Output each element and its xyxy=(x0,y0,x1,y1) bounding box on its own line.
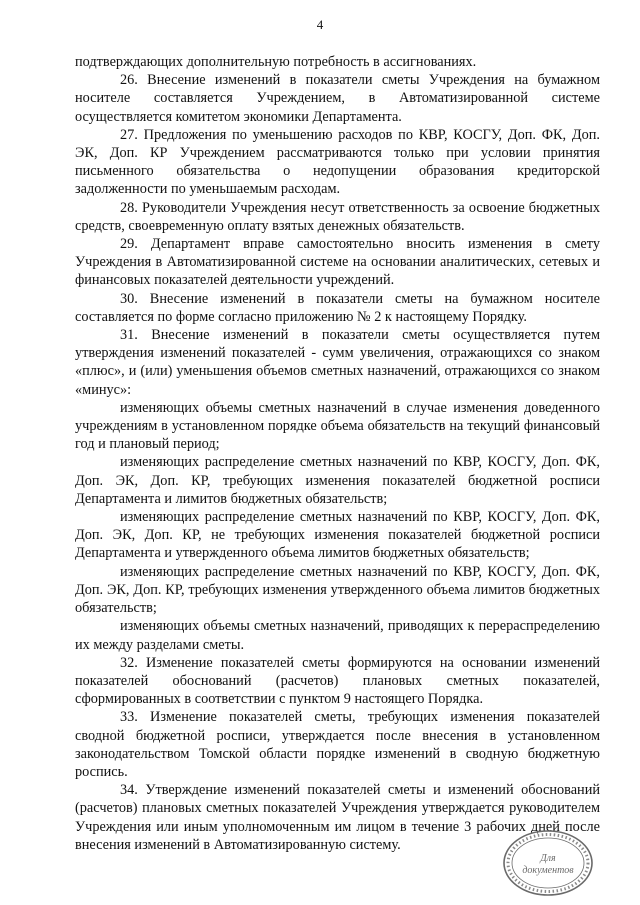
page-number: 4 xyxy=(316,17,324,32)
paragraph-33: 33. Изменение показателей сметы, требующих изменения показателей сводной бюджетной росписи, утверждается после внесения в установленном законодательством Томской области порядке изменений в сводную бюджетную роспись. xyxy=(75,709,600,780)
paragraph-30: 30. Внесение изменений в показатели сметы на бумажном носителе составляется по форме согласно приложению № 2 к настоящему Порядку. xyxy=(75,290,600,325)
seal-stamp xyxy=(500,827,596,899)
list-item-4: изменяющих распределение сметных назначений по КВР, КОСГУ, Доп. ФК, Доп. ЭК, Доп. КР, требующих изменения утвержденного объема лимитов бюджетных обязательств; xyxy=(75,563,600,617)
paragraph-continuation: подтверждающих дополнительную потребность в ассигнованиях. xyxy=(75,54,477,70)
document-body xyxy=(75,53,600,854)
list-item-2: изменяющих распределение сметных назначений по КВР, КОСГУ, Доп. ФК, Доп. ЭК, Доп. КР, требующих изменения показателей бюджетной росписи Департамента и лимитов бюджетных обязательств; xyxy=(75,454,600,507)
seal-stamp-graphic xyxy=(500,827,596,899)
svg-text:Для: Для xyxy=(540,853,556,864)
paragraph-28: 28. Руководители Учреждения несут ответственность за освоение бюджетных средств, своевременную оплату взятых денежных обязательств. xyxy=(75,199,600,234)
paragraph-34: 34. Утверждение изменений показателей сметы и изменений обоснований (расчетов) плановых сметных показателей Учреждения утверждается руководителем Учреждения или иным уполномоченным им лицом в течение 3 рабочих дней после внесения изменений в Автоматизированную систему. xyxy=(75,782,600,853)
paragraph-29: 29. Департамент вправе самостоятельно вносить изменения в смету Учреждения в Автоматизированной системе на основании аналитических, сетевых и финансовых показателей деятельности учреждений. xyxy=(75,236,600,289)
paragraph-31: 31. Внесение изменений в показатели сметы осуществляется путем утверждения изменений показателей - сумм увеличения, отражающихся со знаком «плюс», и (или) уменьшения объемов сметных назначений, отражающихся со знаком «минус»: xyxy=(75,327,600,398)
paragraph-32: 32. Изменение показателей сметы формируются на основании изменений показателей обоснований (расчетов) плановых сметных показателей, сформированных в соответствии с пунктом 9 настоящего Порядка. xyxy=(75,654,600,708)
paragraph-26: 26. Внесение изменений в показатели сметы Учреждения на бумажном носителе составляется Учреждением, в Автоматизированной системе осуществляется комитетом экономики Департамента. xyxy=(75,72,600,125)
paragraph-27: 27. Предложения по уменьшению расходов по КВР, КОСГУ, Доп. ФК, Доп. ЭК, Доп. КР Учреждением рассматриваются только при условии принятия письменного обязательства о недопущении образования кредиторской задолженности по уменьшаемым расходам. xyxy=(75,126,600,198)
svg-text:документов: документов xyxy=(522,865,574,876)
list-item-1: изменяющих объемы сметных назначений в случае изменения доведенного учреждениям в установленном порядке объема обязательств на текущий финансовый год и плановый период; xyxy=(75,399,600,453)
list-item-3: изменяющих распределение сметных назначений по КВР, КОСГУ, Доп. ФК, Доп. ЭК, Доп. КР, не требующих изменения показателей бюджетной росписи Департамента и утвержденного объема лимитов бюджетных обязательств; xyxy=(75,509,600,562)
list-item-5: изменяющих объемы сметных назначений, приводящих к перераспределению их между разделами сметы. xyxy=(75,618,600,653)
